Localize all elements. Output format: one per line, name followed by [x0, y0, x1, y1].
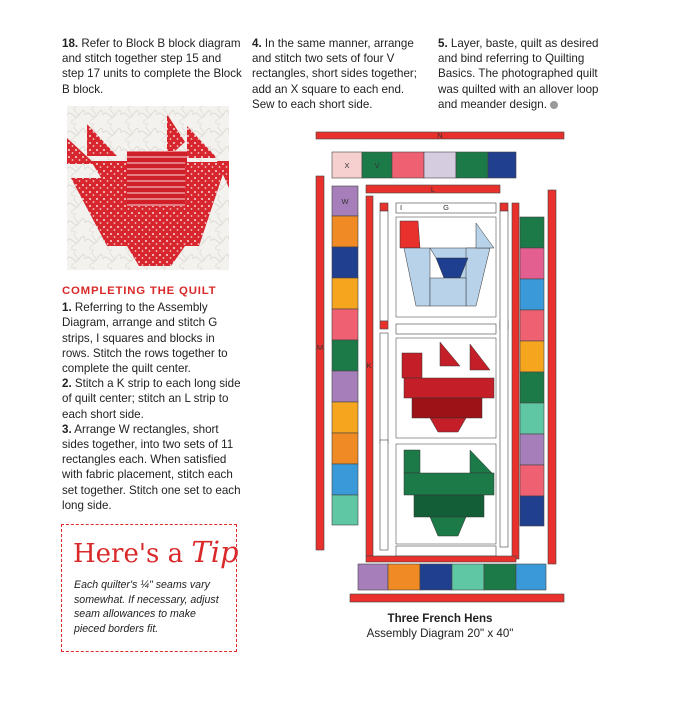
label-g: G	[443, 203, 449, 212]
label-v: V	[374, 161, 380, 170]
completing-step-2	[62, 376, 242, 422]
step-18	[62, 36, 242, 97]
completing-step-1-text: Referring to the Assembly Diagram, arrange and stitch G strips, I squares and blocks in rows. Stitch the rows together to complete the quilt center.	[62, 301, 228, 376]
completing-step-2-text: Stitch a K strip to each long side of quilt center; stitch an L strip to each short side.	[62, 377, 241, 421]
green-hen-block	[396, 444, 496, 544]
step-18-number: 18.	[62, 37, 79, 50]
completing-step-1-number: 1.	[62, 301, 72, 315]
k-strip-left	[366, 196, 373, 556]
red-hen-block	[396, 338, 496, 438]
end-dot-icon	[550, 101, 558, 109]
step-18-text: Refer to Block B block diagram and stitch together step 15 and step 17 units to complete the Block B block.	[62, 37, 242, 96]
step-5-number: 5.	[438, 37, 448, 50]
step-5	[438, 36, 613, 112]
block-b-photo	[67, 106, 229, 270]
tip-title	[73, 535, 239, 569]
m-strip-left	[316, 176, 324, 550]
label-n: N	[437, 131, 443, 140]
label-m: M	[316, 343, 324, 352]
completing-section	[62, 284, 242, 513]
completing-step-3	[62, 422, 242, 513]
completing-step-3-text: Arrange W rectangles, short sides together, into two sets of 11 rectangles each. When satisfied with fabric placement, stitch each set together. Stitch one set to each long side.	[62, 422, 241, 512]
label-l: L	[430, 185, 436, 194]
label-k: K	[366, 361, 372, 370]
label-x: X	[344, 161, 350, 170]
step-4-number: 4.	[252, 37, 262, 50]
tip-title-prefix: Here's a	[73, 539, 192, 569]
label-i: I	[399, 203, 403, 212]
step-5-text: Layer, baste, quilt as desired and bind referring to Quilting Basics. The photographed quilt was quilted with an allover loop and meander design.	[438, 37, 599, 111]
tip-body: Each quilter's ¼" seams vary somewhat. If necessary, adjust seam allowances to make pieced borders fit.	[74, 579, 219, 635]
assembly-diagram	[300, 128, 580, 608]
completing-step-2-number: 2.	[62, 377, 72, 391]
i-square	[380, 203, 388, 211]
completing-heading: COMPLETING THE QUILT	[62, 285, 217, 297]
tip-box	[61, 524, 237, 652]
step-4	[252, 36, 427, 112]
completing-step-1	[62, 300, 242, 376]
diagram-caption-subtitle: Assembly Diagram 20" x 40"	[366, 627, 514, 640]
blue-hen-block	[396, 217, 496, 317]
completing-step-3-number: 3.	[62, 422, 72, 436]
tip-title-script: Tip	[191, 535, 239, 569]
label-w: W	[341, 197, 349, 206]
diagram-caption-title: Three French Hens	[387, 612, 493, 625]
step-4-text: In the same manner, arrange and stitch two sets of four V rectangles, short sides together; add an X square to each end. Sew to each short side.	[252, 37, 417, 111]
